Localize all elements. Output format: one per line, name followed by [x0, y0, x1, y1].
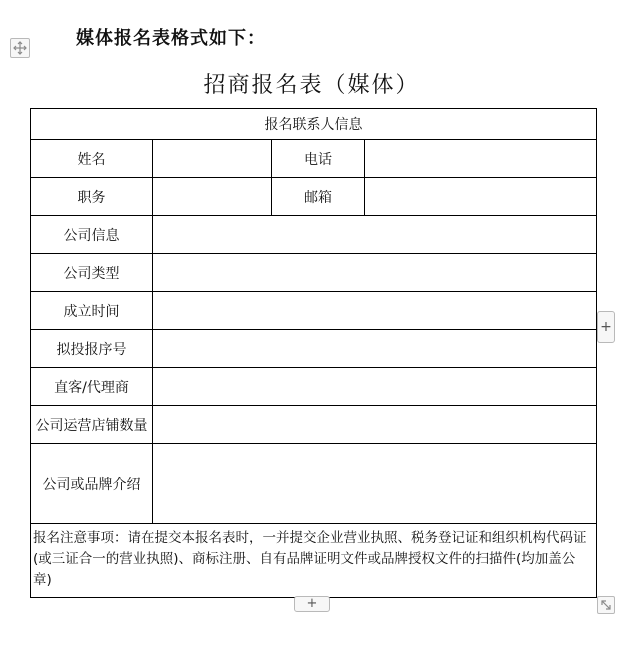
position-field[interactable]	[153, 178, 272, 216]
table-move-handle-icon[interactable]	[10, 38, 30, 58]
name-label: 姓名	[31, 140, 153, 178]
brand-intro-label: 公司或品牌介绍	[31, 444, 153, 524]
name-field[interactable]	[153, 140, 272, 178]
contact-section-header: 报名联系人信息	[31, 109, 597, 140]
document-heading: 媒体报名表格式如下：	[76, 28, 266, 49]
intended-slot-field[interactable]	[153, 330, 597, 368]
form-title: 招商报名表（媒体）	[203, 73, 420, 98]
established-field[interactable]	[153, 292, 597, 330]
email-label: 邮箱	[272, 178, 365, 216]
company-type-label: 公司类型	[31, 254, 153, 292]
intended-slot-label: 拟投报序号	[31, 330, 153, 368]
store-count-field[interactable]	[153, 406, 597, 444]
add-row-button[interactable]: +	[294, 596, 330, 612]
established-label: 成立时间	[31, 292, 153, 330]
phone-label: 电话	[272, 140, 365, 178]
direct-agent-label: 直客/代理商	[31, 368, 153, 406]
direct-agent-field[interactable]	[153, 368, 597, 406]
company-type-field[interactable]	[153, 254, 597, 292]
position-label: 职务	[31, 178, 153, 216]
registration-form-table	[30, 108, 597, 598]
email-field[interactable]	[365, 178, 597, 216]
company-info-label: 公司信息	[31, 216, 153, 254]
phone-field[interactable]	[365, 140, 597, 178]
table-resize-handle-icon[interactable]	[597, 596, 615, 614]
brand-intro-field[interactable]	[153, 444, 597, 524]
store-count-label: 公司运营店铺数量	[31, 406, 153, 444]
add-column-button[interactable]: +	[597, 311, 615, 343]
company-info-field[interactable]	[153, 216, 597, 254]
registration-notes: 报名注意事项：请在提交本报名表时，一并提交企业营业执照、税务登记证和组织机构代码证(或三证合一的营业执照)、商标注册、自有品牌证明文件或品牌授权文件的扫描件(均加盖公章)	[31, 524, 597, 598]
